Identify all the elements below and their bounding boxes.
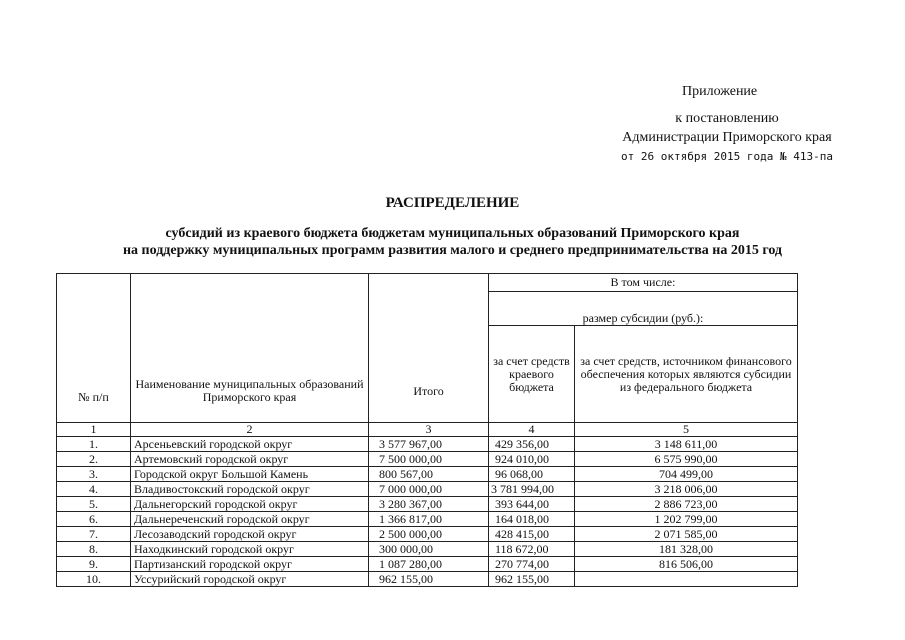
row-number: 10. bbox=[57, 572, 131, 587]
table-row bbox=[57, 437, 798, 452]
regional-amount: 3 781 994,00 bbox=[489, 482, 575, 497]
row-number: 7. bbox=[57, 527, 131, 542]
decree-reference: к постановлению bbox=[675, 111, 779, 126]
decree-date-number: от 26 октября 2015 года № 413-па bbox=[621, 150, 833, 163]
regional-amount: 428 415,00 bbox=[489, 527, 575, 542]
total-amount: 1 366 817,00 bbox=[369, 512, 489, 527]
header-regional: за счет средств краевого бюджета bbox=[489, 326, 575, 423]
total-amount: 300 000,00 bbox=[369, 542, 489, 557]
header-name: Наименование муниципальных образований Приморского края bbox=[131, 274, 369, 423]
row-number: 9. bbox=[57, 557, 131, 572]
federal-amount: 2 886 723,00 bbox=[575, 497, 798, 512]
total-amount: 7 500 000,00 bbox=[369, 452, 489, 467]
federal-amount bbox=[575, 572, 798, 587]
column-index-row bbox=[57, 423, 798, 437]
row-number: 5. bbox=[57, 497, 131, 512]
table-row bbox=[57, 452, 798, 467]
federal-amount: 181 328,00 bbox=[575, 542, 798, 557]
index-cell: 2 bbox=[131, 423, 369, 437]
table-row bbox=[57, 542, 798, 557]
table-row bbox=[57, 482, 798, 497]
municipality-name: Арсеньевский городской округ bbox=[131, 437, 369, 452]
subsidy-table bbox=[56, 273, 798, 587]
federal-amount: 3 218 006,00 bbox=[575, 482, 798, 497]
federal-amount: 816 506,00 bbox=[575, 557, 798, 572]
federal-amount: 2 071 585,00 bbox=[575, 527, 798, 542]
subtitle-line-1: субсидий из краевого бюджета бюджетам муниципальных образований Приморского края bbox=[165, 226, 740, 241]
total-amount: 962 155,00 bbox=[369, 572, 489, 587]
index-cell: 3 bbox=[369, 423, 489, 437]
document-header bbox=[612, 82, 842, 166]
row-number: 6. bbox=[57, 512, 131, 527]
index-cell: 4 bbox=[489, 423, 575, 437]
document-subtitle bbox=[0, 225, 905, 259]
document-title: РАСПРЕДЕЛЕНИЕ bbox=[385, 195, 520, 211]
table-row bbox=[57, 512, 798, 527]
municipality-name: Уссурийский городской округ bbox=[131, 572, 369, 587]
table-row bbox=[57, 467, 798, 482]
regional-amount: 393 644,00 bbox=[489, 497, 575, 512]
subtitle-line-2: на поддержку муниципальных программ развития малого и среднего предпринимательства на 2015 год bbox=[122, 243, 783, 258]
row-number: 2. bbox=[57, 452, 131, 467]
header-subsidy-size: размер субсидии (руб.): bbox=[489, 291, 798, 326]
regional-amount: 96 068,00 bbox=[489, 467, 575, 482]
total-amount: 3 280 367,00 bbox=[369, 497, 489, 512]
regional-amount: 118 672,00 bbox=[489, 542, 575, 557]
row-number: 8. bbox=[57, 542, 131, 557]
row-number: 1. bbox=[57, 437, 131, 452]
federal-amount: 704 499,00 bbox=[575, 467, 798, 482]
total-amount: 3 577 967,00 bbox=[369, 437, 489, 452]
header-total: Итого bbox=[369, 274, 489, 423]
federal-amount: 3 148 611,00 bbox=[575, 437, 798, 452]
appendix-label: Приложение bbox=[682, 84, 758, 99]
total-amount: 2 500 000,00 bbox=[369, 527, 489, 542]
regional-amount: 429 356,00 bbox=[489, 437, 575, 452]
total-amount: 1 087 280,00 bbox=[369, 557, 489, 572]
administration-name: Администрации Приморского края bbox=[622, 130, 832, 145]
total-amount: 7 000 000,00 bbox=[369, 482, 489, 497]
total-amount: 800 567,00 bbox=[369, 467, 489, 482]
regional-amount: 962 155,00 bbox=[489, 572, 575, 587]
regional-amount: 164 018,00 bbox=[489, 512, 575, 527]
regional-amount: 924 010,00 bbox=[489, 452, 575, 467]
municipality-name: Городской округ Большой Камень bbox=[131, 467, 369, 482]
table-row bbox=[57, 527, 798, 542]
municipality-name: Лесозаводский городской округ bbox=[131, 527, 369, 542]
header-including: В том числе: bbox=[489, 274, 798, 292]
row-number: 3. bbox=[57, 467, 131, 482]
row-number: 4. bbox=[57, 482, 131, 497]
index-cell: 5 bbox=[575, 423, 798, 437]
municipality-name: Партизанский городской округ bbox=[131, 557, 369, 572]
header-federal: за счет средств, источником финансового обеспечения которых являются субсидии из федерального бюджета bbox=[575, 326, 798, 423]
municipality-name: Находкинский городской округ bbox=[131, 542, 369, 557]
municipality-name: Владивостокский городской округ bbox=[131, 482, 369, 497]
index-cell: 1 bbox=[57, 423, 131, 437]
table-row bbox=[57, 572, 798, 587]
federal-amount: 1 202 799,00 bbox=[575, 512, 798, 527]
municipality-name: Дальнереченский городской округ bbox=[131, 512, 369, 527]
table-row bbox=[57, 497, 798, 512]
municipality-name: Артемовский городской округ bbox=[131, 452, 369, 467]
municipality-name: Дальнегорский городской округ bbox=[131, 497, 369, 512]
header-num: № п/п bbox=[57, 274, 131, 423]
table-row bbox=[57, 557, 798, 572]
federal-amount: 6 575 990,00 bbox=[575, 452, 798, 467]
regional-amount: 270 774,00 bbox=[489, 557, 575, 572]
